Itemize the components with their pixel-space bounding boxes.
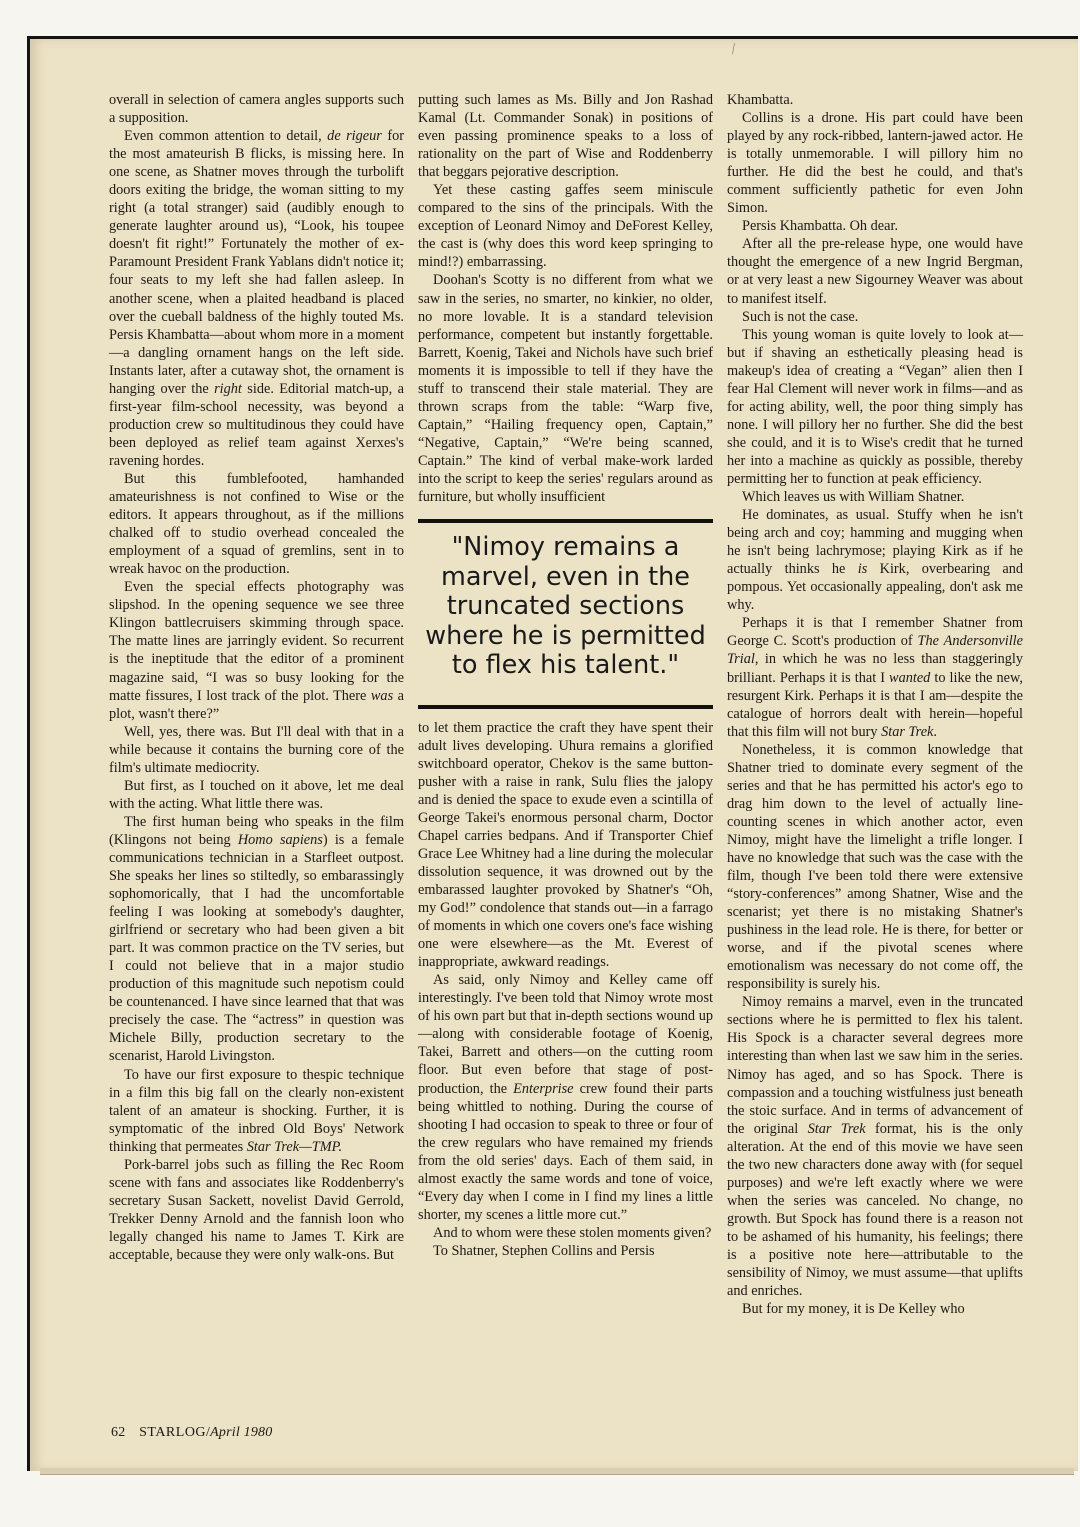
- paragraph: Nonetheless, it is common knowledge that Shatner tried to dominate every segment of the series and that he has permitted his actor's ego to drag him down to the level of actually line-counting scenes in which another actor, even Nimoy, might have the limelight a trifle longer. I have no knowledge that such was the case with the film, though I've been told there were extensive “story-conferences” among Shatner, Wise and the scenarist; yet there is no mistaking Shatner's pushiness in the lead role. He is there, for better or worse, and if the pivotal scenes where emotionalism was necessary do not come off, the responsibility is surely his.: [727, 741, 1023, 993]
- column-paragraphs: [109, 91, 404, 1264]
- paragraph: Even common attention to detail, de rigeur for the most amateurish B flicks, is missing here. In one scene, as Shatner moves through the turbolift doors exiting the bridge, the woman sitting to my right (a total stranger) said (audibly enough to generate laughter around us), “Look, his toupee doesn't fit right!” Fortunately the mother of ex-Paramount President Frank Yablans didn't notice it; four seats to my left she had fallen asleep. In another scene, when a plaited headband is placed over the cueball baldness of the highly touted Ms. Persis Khambatta—about whom more in a moment—a dangling ornament hangs on the left side. Instants later, after a cutaway shot, the ornament is hanging over the right side. Editorial match-up, a first-year film-school necessity, was beyond a production crew so multitudinous they could have been deployed as relief team against Xerxes's ravening hordes.: [109, 128, 405, 469]
- italic-text: Enterprise: [513, 1080, 574, 1097]
- paragraph: And to whom were these stolen moments given?: [433, 1224, 712, 1241]
- article-column-1: [109, 91, 404, 1264]
- paragraph: The first human being who speaks in the film (Klingons not being Homo sapiens) is a female communications technician in a Starfleet outpost. She speaks her lines so stiltedly, so embarassingly sophomorically, that I had the uncomfortable feeling I was looking at somebody's daughter, girlfriend or secretary who had been given a bit part. It was common practice on the TV series, but I could not believe that in a major studio production of this magnitude such nepotism could be countenanced. I have since learned that that was precisely the case. The “actress” in question was Michele Billy, production secretary to the scenarist, Harold Livingston.: [109, 813, 404, 1065]
- pull-quote: "Nimoy remains a marvel, even in the truncated sections where he is permitted to flex his talent.": [418, 519, 713, 709]
- paragraph: This young woman is quite lovely to look at—but if shaving an esthetically pleasing head is makeup's idea of creating a “Vegan” alien then I fear Hal Clement will never work in films—and as for acting ability, well, the poor thing simply has none. I will pillory her no further. She did the best she could, and it is to Wise's credit that he turned her into a machine as quickly as possible, thereby permitting her to function at peak efficiency.: [727, 326, 1023, 487]
- paragraph: Collins is a drone. His part could have been played by any rock-ribbed, lantern-jawed actor. He is totally unmemorable. I will pillory him no further. He did the best he could, and that's comment sufficiently pathetic for even John Simon.: [727, 110, 1023, 217]
- paragraph: Persis Khambatta. Oh dear.: [742, 218, 899, 235]
- italic-text: is: [857, 561, 868, 578]
- paragraph: But this fumblefooted, hamhanded amateurishness is not confined to Wise or the editors. It appears throughout, as if the millions chalked off to studio overhead concealed the employment of a squad of gremlins, sent in to wreak havoc on the production.: [109, 470, 404, 578]
- paragraph: Pork-barrel jobs such as filling the Rec Room scene with fans and associates like Roddenberry's secretary Susan Sackett, novelist David Gerrold, Trekker Denny Arnold and the fannish loon who legally changed his name to James T. Kirk are acceptable, because they were only walk-ons. But: [109, 1156, 404, 1263]
- paragraph: Doohan's Scotty is no different from what we saw in the series, no smarter, no kinkier, no older, no more lovable. It is a standard television performance, competent but instantly forgettable. Barrett, Koenig, Takei and Nichols have such brief moments it is impossible to tell if they have the stuff to transcend their stale material. They are thrown scraps from the table: “Warp five, Captain,” “Hailing frequency open, Captain,” “Negative, Captain,” “We're being scanned, Captain.” The kind of verbal make-work larded into the script to keep the series' regulars around as furniture, but wholly insufficient: [418, 272, 713, 506]
- paragraph: Nimoy remains a marvel, even in the truncated sections where he is permitted to flex his talent. His Spock is a character several degrees more interesting than when last we saw him in the series. Nimoy has aged, and so has Spock. There is compassion and a touching wistfulness just beneath the stoic surface. And in terms of advancement of the original Star Trek format, his is the only alteration. At the end of this movie we have seen the two new characters done away with (for sequel purposes) and we're left exactly where we were when the series was canceled. No change, no growth. But Spock has found there is a reason not to be ashamed of his humanity, his feelings; there is a positive note here—attributable to the sensibility of Nimoy, we must assume—that uplifts and enriches.: [727, 994, 1023, 1300]
- paragraph: Such is not the case.: [742, 308, 859, 325]
- article-column-3: [727, 91, 1023, 1318]
- italic-text: was: [370, 687, 394, 704]
- paragraph: As said, only Nimoy and Kelley came off interestingly. I've been told that Nimoy wrote most of his own part but that in-depth sections wound up—along with considerable footage of Koenig, Takei, Barrett and others—on the cutting room floor. But even before that stage of post-production, the Enterprise crew found their parts being whittled to nothing. During the course of shooting I had occasion to speak to three or four of the crew regulars who have remained my friends from the old series' days. Each of them said, in almost exactly the same words and tone of voice, “Every day when I come in I find my lines a little shorter, my scenes a little more cut.”: [418, 972, 714, 1223]
- paragraph: Even the special effects photography was slipshod. In the opening sequence we see three Klingon battlecruisers skimming through space. The matte lines are jarringly evident. So recurrent is the ineptitude that the editor of a prominent magazine said, “I was so busy looking for the matte fissures, I lost track of the plot. There was a plot, wasn't there?”: [109, 579, 404, 722]
- paragraph: overall in selection of camera angles supports such a supposition.: [109, 92, 404, 127]
- column-paragraphs: [727, 91, 1023, 1318]
- italic-text: The Andersonville Trial: [727, 633, 1023, 668]
- italic-text: Star Trek: [881, 723, 934, 740]
- paragraph: putting such lames as Ms. Billy and Jon Rashad Kamal (Lt. Commander Sonak) in positions of even passing prominence speaks to a loss of rationality on the part of Wise and Roddenberry that beggars pejorative description.: [418, 92, 713, 181]
- column-paragraphs: [418, 91, 713, 506]
- paragraph: to let them practice the craft they have spent their adult lives developing. Uhura remains a glorified switchboard operator, Chekov is the same button-pusher with a raise in rank, Sulu flies the jalopy and is denied the space to exude even a scintilla of George Takei's enormous personal charm, Doctor Chapel carries bedpans. And if Transporter Chief Grace Lee Whitney had a line during the molecular dissolution sequence, it was drowned out by the embarassed laughter provoked by Shatner's “Oh, my God!” condolence that stands out—in a farrago of moments in which one covers one's face wishing one were elsewhere—as the Mt. Everest of inappropriate, awkward readings.: [418, 719, 713, 971]
- paragraph: To have our first exposure to thespic technique in a film this big fall on the clearly non-existent talent of an amateur is shocking. Further, it is symptomatic of the inbred Old Boys' Network thinking that permeates Star Trek—TMP.: [109, 1066, 404, 1155]
- page-number: 62: [111, 1425, 126, 1440]
- page-edge: [40, 1468, 1074, 1475]
- article-column-2: [418, 91, 713, 1260]
- paragraph: Yet these casting gaffes seem miniscule compared to the sins of the principals. With the exception of Leonard Nimoy and DeForest Kelley, the cast is (why does this word keep springing to mind!?) embarrassing.: [418, 182, 713, 271]
- paragraph: Which leaves us with William Shatner.: [742, 489, 965, 506]
- paragraph: To Shatner, Stephen Collins and Persis: [433, 1242, 655, 1259]
- page-footer: [111, 1425, 272, 1441]
- paragraph: After all the pre-release hype, one would have thought the emergence of a new Ingrid Bergman, or at very least a new Sigourney Weaver was about to manifest itself.: [727, 236, 1023, 307]
- italic-text: Star Trek—TMP.: [246, 1138, 343, 1155]
- italic-text: de rigeur: [327, 128, 382, 145]
- paragraph: Khambatta.: [727, 92, 794, 108]
- issue-date: April 1980: [210, 1425, 273, 1440]
- pen-mark: ⁄: [729, 42, 739, 57]
- italic-text: wanted: [889, 669, 931, 686]
- paragraph: But for my money, it is De Kelley who: [742, 1301, 965, 1318]
- column-paragraphs: [418, 719, 713, 1260]
- paragraph: But first, as I touched on it above, let me deal with the acting. What little there was.: [109, 777, 404, 812]
- italic-text: Homo sapiens: [237, 831, 323, 848]
- footer-separator: /: [206, 1425, 211, 1440]
- magazine-name: STARLOG: [139, 1425, 207, 1440]
- paragraph: Perhaps it is that I remember Shatner from George C. Scott's production of The Andersonville Trial, in which he was no less than staggeringly brilliant. Perhaps it is that I wanted to like the new, resurgent Kirk. Perhaps it is that I am—despite the catalogue of horrors dealt with herein—hopeful that this film will not bury Star Trek.: [727, 615, 1023, 740]
- paragraph: Well, yes, there was. But I'll deal with that in a while because it contains the burning core of the film's ultimate mediocrity.: [109, 723, 404, 776]
- paragraph: He dominates, as usual. Stuffy when he isn't being arch and coy; hamming and mugging when he isn't being lachrymose; playing Kirk as if he actually thinks he is Kirk, overbearing and pompous. Yet occasionally appealing, don't ask me why.: [727, 507, 1024, 614]
- italic-text: Star Trek: [807, 1120, 866, 1137]
- italic-text: right: [214, 380, 242, 397]
